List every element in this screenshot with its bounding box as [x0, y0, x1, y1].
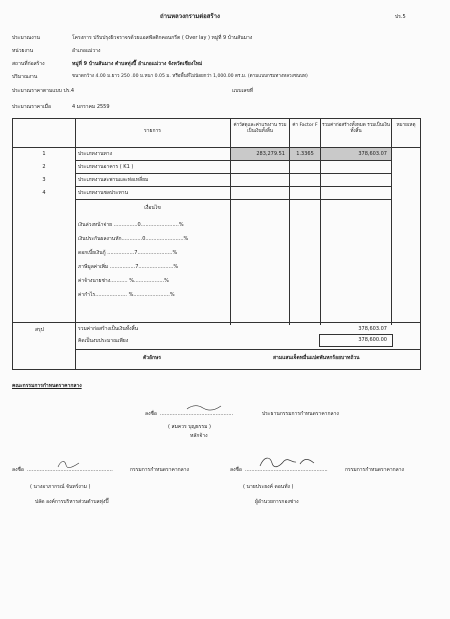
chair-sign-prefix: ลงชื่อ [145, 411, 157, 417]
m2-signature [258, 454, 318, 470]
volume-value: ขนาดกว้าง 4.00 ม.ยาว 250 .00 ม.หนา 0.05 ม. หรือพื้นที่ไม่น้อยกว่า 1,000.00 ตร.ม. (ตามแบบกรมทางหลวงชนบท) [72, 74, 308, 79]
estimate-value: 378,600.00 [358, 337, 387, 343]
m1-sign-prefix: ลงชื่อ [12, 467, 24, 473]
condition-item: ค่าจ้างนายช่าง........... %...................% [78, 278, 169, 284]
sum-value: 378,603.07 [358, 326, 387, 332]
row-no: 4 [42, 190, 46, 196]
row-total: 378,603.07 [358, 151, 387, 157]
sum-label: รวมค่าก่อสร้างเป็นเงินทั้งสิ้น [78, 326, 139, 332]
m1-role: กรรมการกำหนดราคากลาง [130, 467, 189, 473]
chair-signature [185, 402, 225, 412]
condition-item: ภาษีมูลค่าเพิ่ม ................7......................% [78, 264, 179, 270]
form-code: ปร.5 [395, 14, 406, 20]
summary-label: สรุป [35, 327, 44, 333]
page-title: ถ่านหลวงกรามต่อสร้าง [160, 13, 220, 20]
header-factor: ค่า Factor F [292, 123, 318, 128]
m1-signature [55, 458, 81, 470]
location-label: สถานที่ก่อสร้าง [12, 61, 45, 67]
m2-sign-prefix: ลงชื่อ [230, 467, 242, 473]
condition-item: ดอกเบี้ยเงินกู้ .................7......................% [78, 250, 178, 256]
chair-title: หลักจ้าง [190, 433, 208, 439]
estimate-label: คิดเป็นงบประมาณเพียง [78, 338, 129, 344]
location-value: หมู่ที่ 9 บ้านสันมาง ตำบลทุ่งปี๊ อำเภอแม่วาง จังหวัดเชียงใหม่ [72, 61, 203, 67]
row-item: ประเภทงานชลประทาน [78, 190, 129, 196]
m2-title: ผู้อำนวยการกองช่าง [255, 499, 299, 505]
agency-value: อำเภอแม่วาง [72, 48, 101, 54]
row-no: 1 [42, 151, 46, 157]
agency-label: หน่วยงาน [12, 48, 34, 54]
m2-name: ( นายประยงค์ ดอนทั่ง ) [243, 484, 294, 490]
m1-title: ปลัด องค์การบริหารส่วนตำบลทุ่งปี๊ [35, 499, 109, 505]
row-item: ประเภทงานสะพานและท่อเหลี่ยม [78, 177, 149, 183]
date-label: ประมาณราคาเมื่อ [12, 104, 51, 110]
volume-label: ปริมาณงาน [12, 74, 38, 80]
committee-heading: คณะกรรมการกำหนดราคากลาง [12, 383, 82, 389]
row-item: ประเภทงานทาง [78, 151, 113, 157]
m2-role: กรรมการกำหนดราคากลาง [345, 467, 404, 473]
row-no: 2 [42, 164, 46, 170]
row-item: ประเภทงานอาคาร ( K1 ) [78, 164, 134, 170]
header-material: ค่าวัสดุและค่าแรงงาน รวมเป็นเงินทั้งสิ้น [233, 123, 287, 134]
conditions-title: เงื่อนไข [144, 205, 161, 211]
row-no: 3 [42, 177, 46, 183]
attached-label: แบบเลขที่ [232, 88, 254, 94]
header-total: รวมค่าก่อสร้างทั้งหมด รวมเป็นเงินทั้งสิ้น [322, 123, 390, 134]
row-factor: 1.3365 [296, 151, 314, 157]
chair-role: ประธานกรรมการกำหนดราคากลาง [262, 411, 339, 417]
condition-item: ค่ากำไร.................... %.......................% [78, 292, 175, 298]
condition-item: เงินล่วงหน้าจ่าย ...............0........................% [78, 222, 184, 228]
header-item: รายการ [144, 128, 161, 134]
row-material: 283,279.51 [256, 151, 285, 157]
project-value: โครงการ ปรับปรุงผิวจราจรด้วยแอสฟัลติกคอนกรีต ( Over lay ) หมู่ที่ 9 บ้านสันมาง [72, 35, 253, 41]
chair-name: ( สมควร บุญธรรม ) [168, 424, 212, 430]
letters-value: สามแสนเจ็ดหมื่นแปดพันหกร้อยบาทถ้วน [273, 355, 360, 361]
document-page: ถ่านหลวงกรามต่อสร้าง ปร.5 ประมาณงาน โครงการ ปรับปรุงผิวจราจรด้วยแอสฟัลติกคอนกรีต ( Over lay ) หมู่ที่ 9 บ้านสันมาง หน่วยงาน อำเภอแม่วาง สถานที่ก่อสร้าง หมู่ที่ 9 บ้านสันมาง ตำบลทุ่งปี๊ อำเภอแม่วาง จังหวัดเชียงใหม่ ปริมาณงาน ขนาดกว้าง 4.00 ม.ยาว 250 .00 ม.หนา 0.05 ม. หรือพื้นที่ไม่น้อยกว่า 1,000.00 ตร.ม. (ตามแบบกรมทางหลวงชนบท) ประมาณราคาตามแบบ ปร.4 แบบเลขที่ ประมาณราคาเมื่อ 4 มกราคม 2559 รายการ ค่าวัสดุและค่าแรงงาน รวมเป็นเงินทั้งสิ้น ค่า Factor F รวมค่าก่อสร้างทั้งหมด รวมเป็นเงินทั้งสิ้น หมายเหตุ 1 ประเภทงานทาง 283,279.51 1.3365 378,603.07 2 ประเภทงานอาคาร ( K1 ) 3 ประเภทงานสะพานและท่อเหลี่ยม 4 ประเภทงานชลประทาน เงื่อนไข เงินล่วงหน้าจ่าย ...............0........................% เงินประกันผลงานหัก.............0........................% ดอกเบี้ยเงินกู้ .................7......................% ภาษีมูลค่าเพิ่ม ................7......................% ค่าจ้างนายช่าง........... %...................% ค่ากำไร.................... %.......................% สรุป รวมค่าก่อสร้างเป็นเงินทั้งสิ้น 378,603.07 คิดเป็นงบประมาณเพียง 378,600.00 ตัวอักษร สามแสนเจ็ดหมื่นแปดพันหกร้อยบาทถ้วน คณะกรรมการกำหนดราคากลาง ลงชื่อ .............................................. ประธานกรรมการกำหนดราคากลาง ( สมควร บุญธรรม ) หลักจ้าง ลงชื่อ ...................................................... กรรมการกำหนดราคากลาง ( นางอาภากรณ์ จันทร์งาม ) ปลัด องค์การบริหารส่วนตำบลทุ่งปี๊ ลงชื่อ .................................................... กรรมการกำหนดราคากลาง ( นายประยงค์ ดอนทั่ง ) ผู้อำนวยการกองช่าง [0, 0, 450, 619]
m1-name: ( นางอาภากรณ์ จันทร์งาม ) [30, 484, 91, 490]
letters-label: ตัวอักษร [143, 355, 162, 361]
estimate-form-label: ประมาณราคาตามแบบ ปร.4 [12, 88, 75, 94]
estimate-table [12, 118, 421, 370]
project-label: ประมาณงาน [12, 35, 40, 41]
condition-item: เงินประกันผลงานหัก.............0........................% [78, 236, 189, 242]
date-value: 4 มกราคม 2559 [72, 104, 110, 110]
header-remark: หมายเหตุ [396, 123, 416, 128]
